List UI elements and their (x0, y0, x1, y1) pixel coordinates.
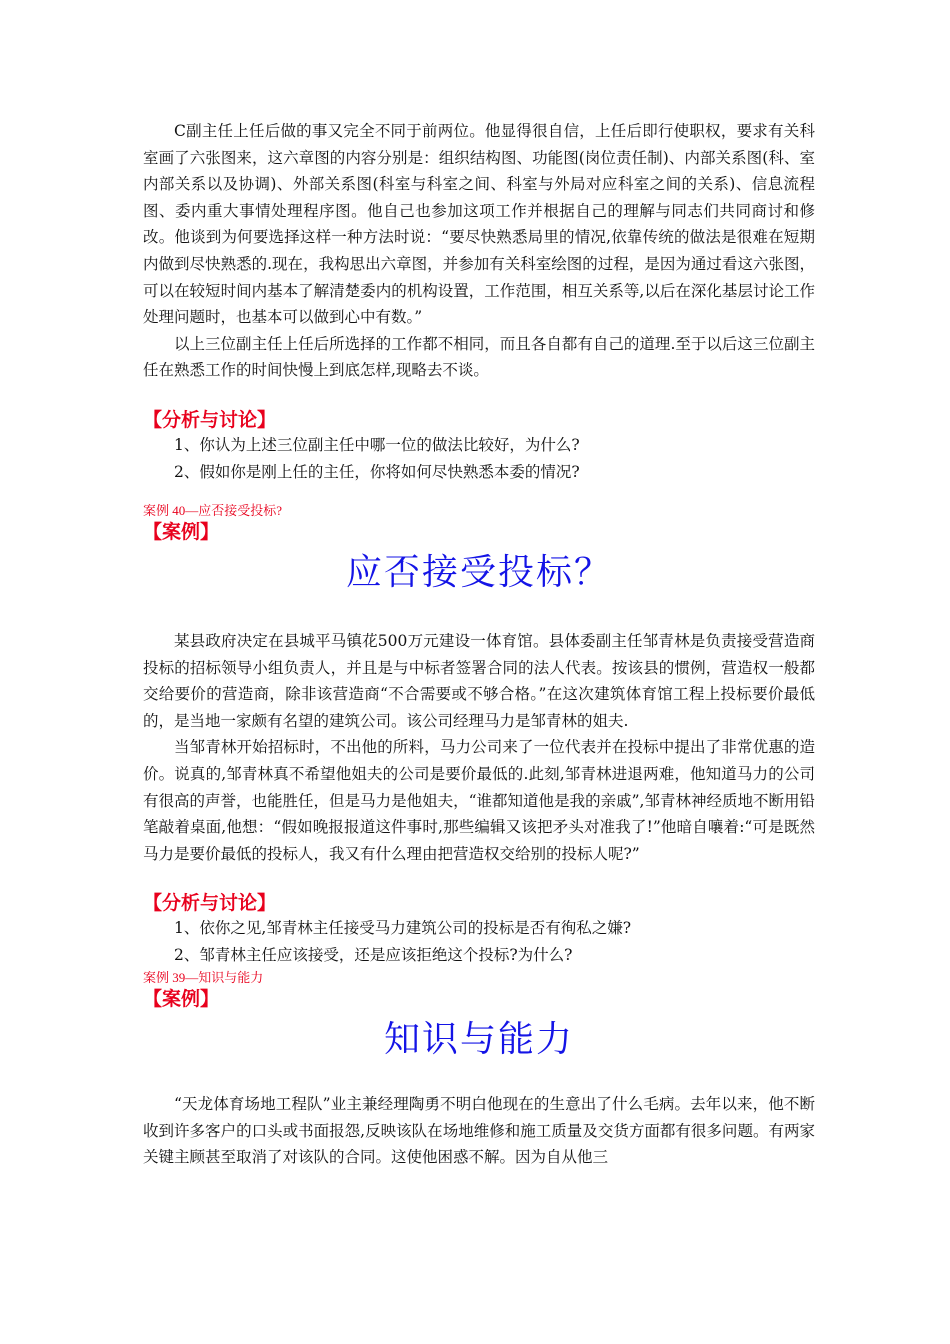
discussion-question: 2、假如你是刚上任的主任，你将如何尽快熟悉本委的情况? (174, 462, 580, 481)
discussion-question: 2、邹青林主任应该接受，还是应该拒绝这个投标?为什么? (174, 946, 573, 965)
case-40-link[interactable]: 案例 40—应否接受投标? (143, 502, 283, 518)
case-39-link[interactable]: 案例 39—知识与能力 (143, 970, 264, 986)
discussion-question: 1、你认为上述三位副主任中哪一位的做法比较好，为什么? (174, 435, 580, 454)
analysis-heading: 【分析与讨论】 (143, 408, 277, 431)
content-column (143, 118, 815, 1171)
body-paragraph: 以上三位副主任上任后所选择的工作都不相同，而且各自都有自己的道理.至于以后这三位副主任在熟悉工作的时间快慢上到底怎样,现略去不谈。 (143, 334, 815, 380)
case-label: 【案例】 (143, 520, 220, 543)
analysis-heading: 【分析与讨论】 (143, 892, 277, 915)
case-40-title: 应否接受投标？ (345, 551, 612, 593)
discussion-question: 1、依你之见,邹青林主任接受马力建筑公司的投标是否有徇私之嫌? (174, 919, 632, 938)
case-39-title: 知识与能力 (383, 1019, 574, 1061)
case-label: 【案例】 (143, 988, 220, 1011)
body-paragraph: 当邹青林开始招标时，不出他的所料，马力公司来了一位代表并在投标中提出了非常优惠的造价。说真的,邹青林真不希望他姐夫的公司是要价最低的.此刻,邹青林进退两难，他知道马力的公司有很高的声誉，也能胜任，但是马力是他姐夫，“谁都知道他是我的亲戚”,邹青林神经质地不断用铅笔敲着桌面,他想：“假如晚报报道这件事时,那些编辑又该把矛头对准我了!”他暗自嚷着:“可是既然马力是要价最低的投标人，我又有什么理由把营造权交给别的投标人呢?” (143, 738, 815, 863)
body-paragraph: C副主任上任后做的事又完全不同于前两位。他显得很自信，上任后即行使职权，要求有关科室画了六张图来，这六章图的内容分别是：组织结构图、功能图(岗位责任制)、内部关系图(科、室内部关系以及协调)、外部关系图(科室与科室之间、科室与外局对应科室之间的关系)、信息流程图、委内重大事情处理程序图。他自己也参加这项工作并根据自己的理解与同志们共同商讨和修改。他谈到为何要选择这样一种方法时说：“要尽快熟悉局里的情况,依靠传统的做法是很难在短期内做到尽快熟悉的.现在，我构思出六章图，并参加有关科室绘图的过程，是因为通过看这六张图，可以在较短时间内基本了解清楚委内的机构设置，工作范围，相互关系等,以后在深化基层讨论工作处理问题时，也基本可以做到心中有数。” (143, 122, 815, 327)
body-paragraph: 某县政府决定在县城平马镇花500万元建设一体育馆。县体委副主任邹青林是负责接受营造商投标的招标领导小组负责人，并且是与中标者签署合同的法人代表。按该县的惯例，营造权一般都交给要价的营造商，除非该营造商“不合需要或不够合格。”在这次建筑体育馆工程上投标要价最低的，是当地一家颇有名望的建筑公司。该公司经理马力是邹青林的姐夫. (143, 631, 815, 730)
body-paragraph: “天龙体育场地工程队”业主兼经理陶勇不明白他现在的生意出了什么毛病。去年以来，他不断收到许多客户的口头或书面报怨,反映该队在场地维修和施工质量及交货方面都有很多问题。有两家关键主顾甚至取消了对该队的合同。这使他困惑不解。因为自从他三 (143, 1095, 815, 1167)
